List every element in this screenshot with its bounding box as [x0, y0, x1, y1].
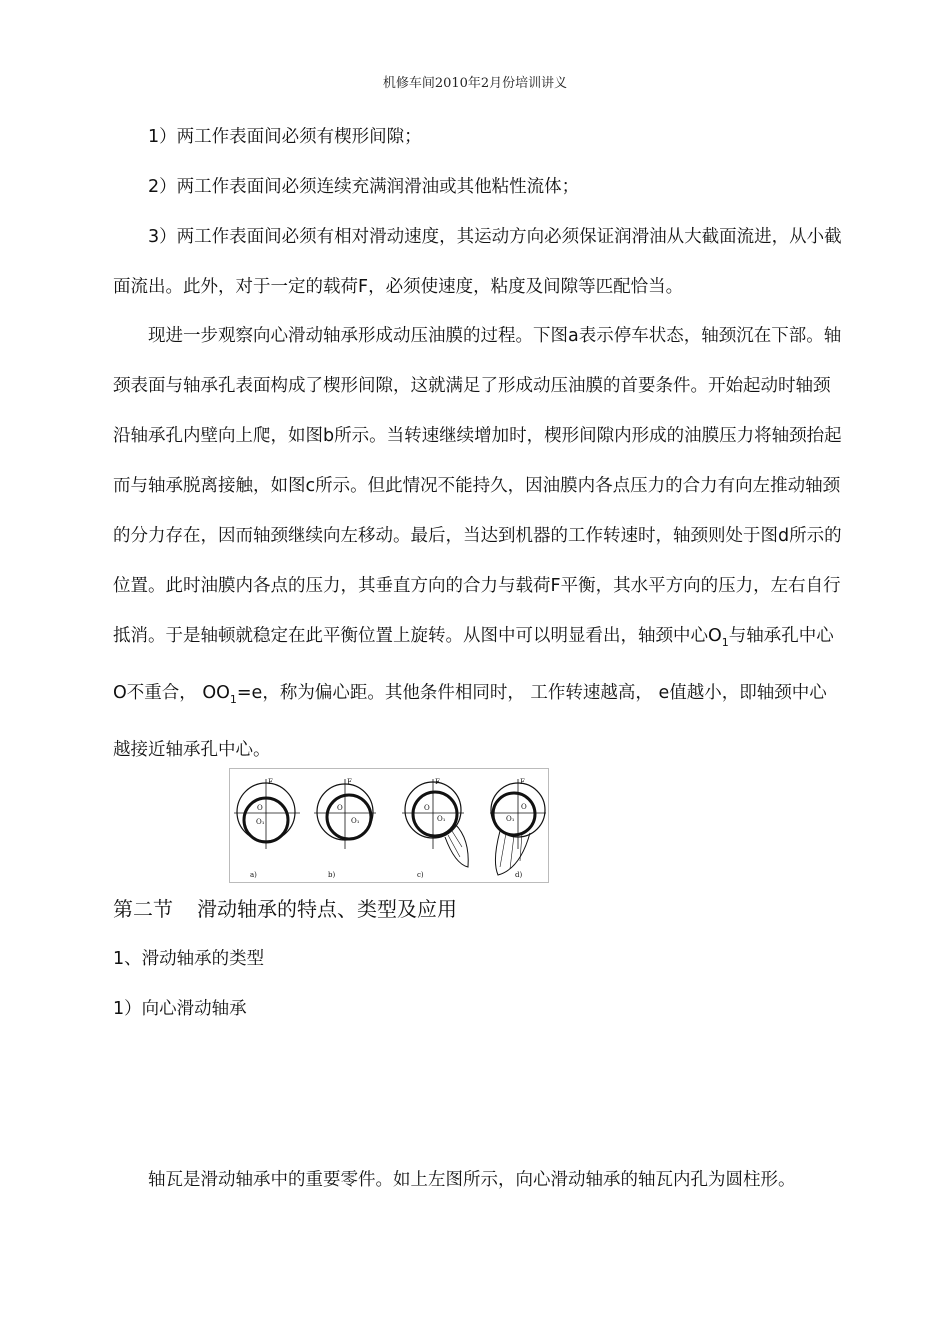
caption-a: a) [250, 871, 257, 879]
o1-symbol: O [708, 626, 722, 646]
label-o-d: O [521, 803, 527, 811]
label-o-a: O [257, 804, 263, 812]
item-bearing-types: 1、滑动轴承的类型 [113, 949, 265, 969]
item-radial-bearing: 1）向心滑动轴承 [113, 999, 247, 1019]
section-number: 第二节 [113, 897, 173, 921]
bearing-diagram [230, 769, 548, 882]
label-f-b: F [347, 778, 352, 786]
section-title [113, 893, 457, 922]
final-paragraph: 轴瓦是滑动轴承中的重要零件。如上左图所示，向心滑动轴承的轴瓦内孔为圆柱形。 [148, 1170, 796, 1190]
condition-3: 3）两工作表面间必须有相对滑动速度，其运动方向必须保证润滑油从大截面流进，从小截面流出。此外，对于一定的载荷F，必须使速度，粘度及间隙等匹配恰当。 [113, 227, 842, 297]
main-paragraph-end: =e，称为偏心距。其他条件相同时， 工作转速越高， e值越小，即轴颈中心越接近轴承孔中心。 [113, 683, 827, 760]
label-f-a: F [268, 778, 273, 786]
label-o-b: O [337, 804, 343, 812]
page-header: 机修车间2010年2月份培训讲义 [382, 76, 568, 91]
section-name: 滑动轴承的特点、类型及应用 [197, 897, 457, 921]
o1-subscript: 1 [721, 636, 729, 649]
label-o-c: O [424, 804, 430, 812]
main-paragraph-mid: 与轴承孔中心 O不重合， OO [113, 626, 834, 703]
condition-1: 1）两工作表面间必须有楔形间隙； [148, 127, 422, 147]
caption-b: b) [328, 871, 336, 879]
label-f-d: F [520, 778, 525, 786]
caption-c: c) [417, 871, 424, 879]
label-f-c: F [435, 778, 440, 786]
label-o1-b: O₁ [351, 817, 360, 825]
main-paragraph-text: 现进一步观察向心滑动轴承形成动压油膜的过程。下图a表示停车状态，轴颈沉在下部。轴颈表面与轴承孔表面构成了楔形间隙，这就满足了形成动压油膜的首要条件。开始起动时轴颈沿轴承孔内壁向上爬，如图b所示。当转速继续增加时，楔形间隙内形成的油膜压力将轴颈抬起而与轴承脱离接触，如图c所示。但此情况不能持久，因油膜内各点压力的合力有向左推动轴颈的分力存在，因而轴颈继续向左移动。最后，当达到机器的工作转速时，轴颈则处于图d所示的位置。此时油膜内各点的压力，其垂直方向的合力与载荷F平衡，其水平方向的压力，左右自行抵消。于是轴顿就稳定在此平衡位置上旋转。从图中可以明显看出，轴颈中心 [113, 326, 842, 646]
label-o1-a: O₁ [256, 818, 265, 826]
caption-d: d) [515, 871, 523, 879]
journal-bearing-figure [229, 768, 549, 883]
main-paragraph [113, 311, 843, 775]
label-o1-d: O₁ [506, 815, 515, 823]
condition-2: 2）两工作表面间必须连续充满润滑油或其他粘性流体； [148, 177, 580, 197]
label-o1-c: O₁ [437, 815, 446, 823]
oo1-subscript: 1 [229, 693, 237, 706]
